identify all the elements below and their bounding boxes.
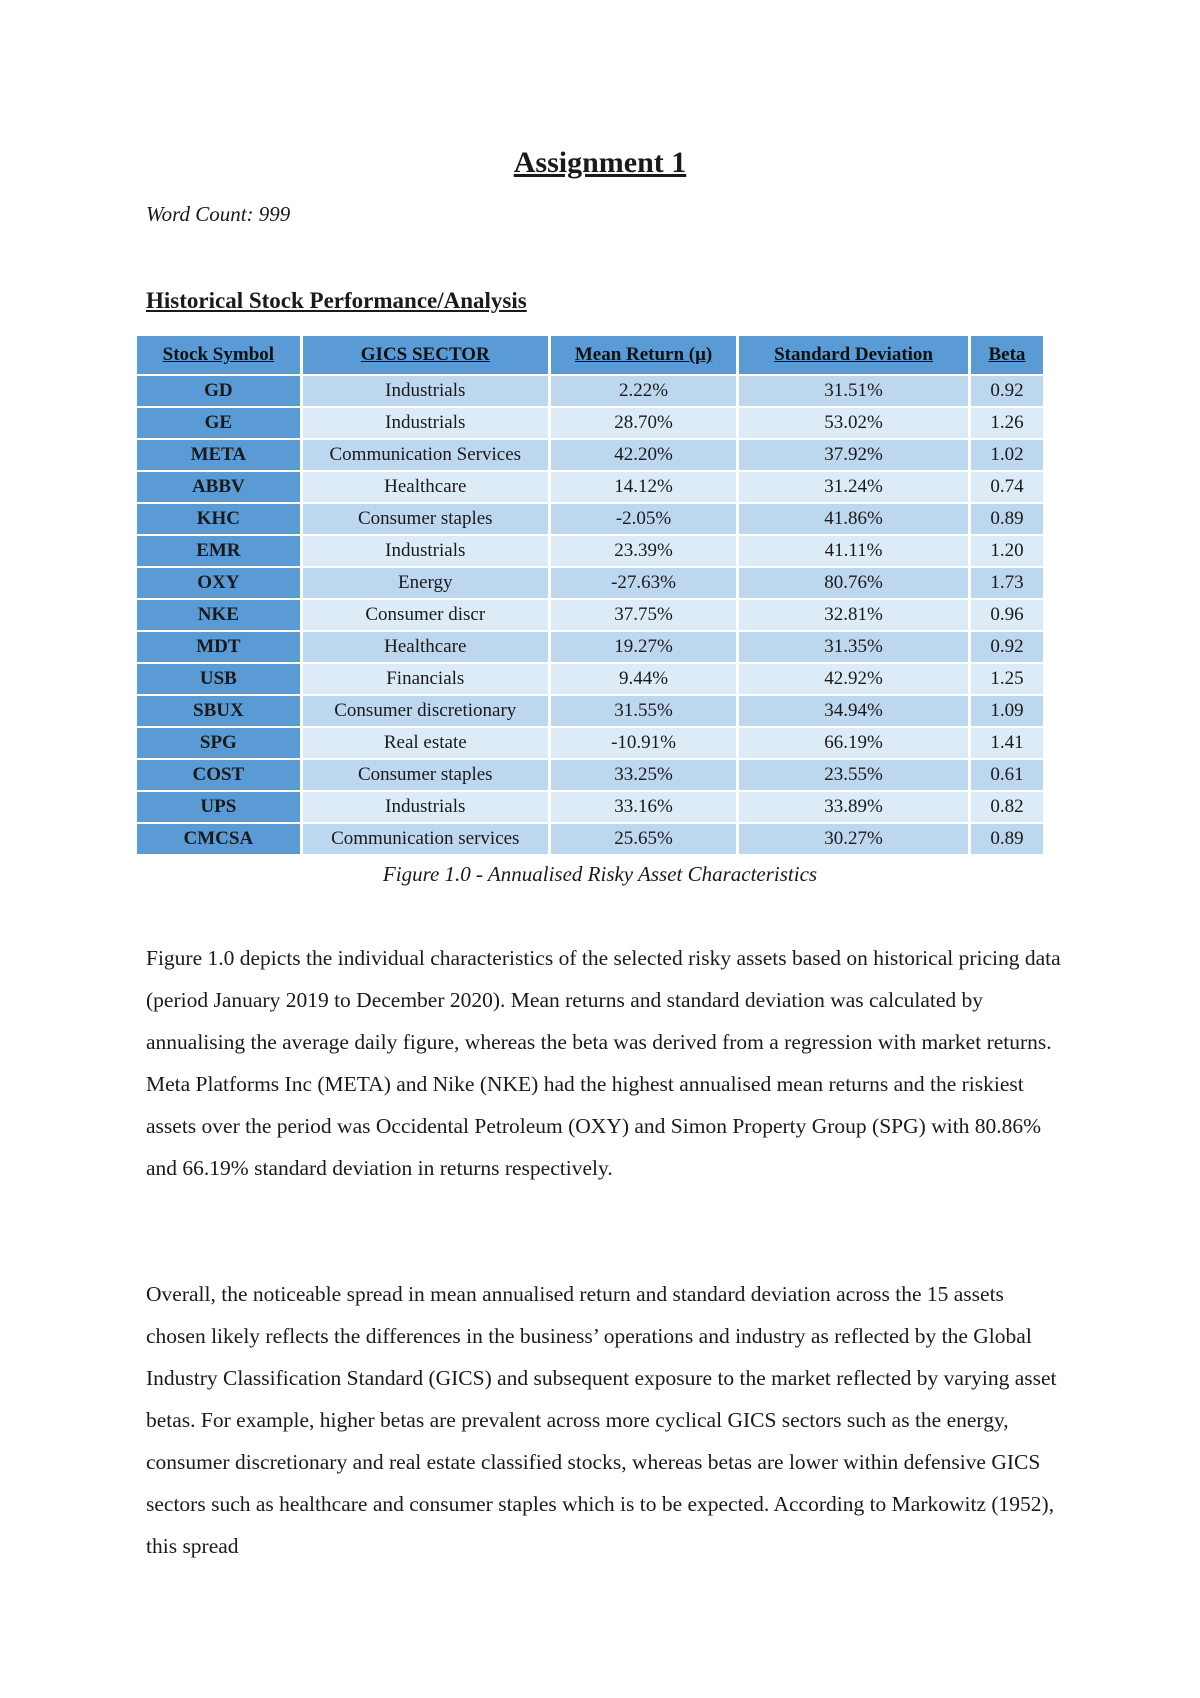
cell-mean-return: 14.12% [551, 472, 736, 502]
cell-mean-return: 9.44% [551, 664, 736, 694]
cell-beta: 0.92 [971, 376, 1043, 406]
table-row [137, 440, 1043, 470]
header-beta: Beta [971, 336, 1043, 374]
cell-mean-return: 33.25% [551, 760, 736, 790]
cell-mean-return: 2.22% [551, 376, 736, 406]
cell-standard-deviation: 41.11% [739, 536, 968, 566]
cell-mean-return: 33.16% [551, 792, 736, 822]
cell-standard-deviation: 32.81% [739, 600, 968, 630]
cell-sector: Real estate [303, 728, 548, 758]
cell-beta: 1.41 [971, 728, 1043, 758]
cell-sector: Industrials [303, 792, 548, 822]
table-header-row [137, 336, 1043, 374]
stock-performance-table [134, 334, 1046, 856]
section-heading: Historical Stock Performance/Analysis [146, 288, 527, 313]
cell-symbol: UPS [137, 792, 300, 822]
paragraph-1: Figure 1.0 depicts the individual characteristics of the selected risky assets based on historical pricing data (period January 2019 to December 2020). Mean returns and standard deviation was calculated by annualising the average daily figure, whereas the beta was derived from a regression with market returns. Meta Platforms Inc (META) and Nike (NKE) had the highest annualised mean returns and the riskiest assets over the period was Occidental Petroleum (OXY) and Simon Property Group (SPG) with 80.86% and 66.19% standard deviation in returns respectively. [146, 946, 1061, 1180]
table-body [137, 376, 1043, 854]
cell-standard-deviation: 31.51% [739, 376, 968, 406]
cell-beta: 0.89 [971, 824, 1043, 854]
cell-standard-deviation: 23.55% [739, 760, 968, 790]
header-stock-symbol: Stock Symbol [137, 336, 300, 374]
cell-standard-deviation: 41.86% [739, 504, 968, 534]
cell-symbol: SBUX [137, 696, 300, 726]
cell-standard-deviation: 66.19% [739, 728, 968, 758]
cell-sector: Consumer discr [303, 600, 548, 630]
cell-sector: Consumer staples [303, 504, 548, 534]
cell-beta: 1.20 [971, 536, 1043, 566]
cell-standard-deviation: 30.27% [739, 824, 968, 854]
cell-standard-deviation: 31.24% [739, 472, 968, 502]
cell-sector: Communication Services [303, 440, 548, 470]
cell-standard-deviation: 34.94% [739, 696, 968, 726]
cell-beta: 0.61 [971, 760, 1043, 790]
cell-mean-return: -10.91% [551, 728, 736, 758]
cell-symbol: COST [137, 760, 300, 790]
table-row [137, 728, 1043, 758]
cell-symbol: EMR [137, 536, 300, 566]
paragraph-2: Overall, the noticeable spread in mean annualised return and standard deviation across the 15 assets chosen likely reflects the differences in the business’ operations and industry as reflected by the Global Industry Classification Standard (GICS) and subsequent exposure to the market reflected by varying asset betas. For example, higher betas are prevalent across more cyclical GICS sectors such as the energy, consumer discretionary and real estate classified stocks, whereas betas are lower within defensive GICS sectors such as healthcare and consumer staples which is to be expected. According to Markowitz (1952), this spread [146, 1282, 1057, 1558]
table-row [137, 760, 1043, 790]
table-row [137, 504, 1043, 534]
cell-symbol: USB [137, 664, 300, 694]
header-mean-return: Mean Return (μ) [551, 336, 736, 374]
cell-sector: Financials [303, 664, 548, 694]
table-row [137, 536, 1043, 566]
cell-sector: Consumer discretionary [303, 696, 548, 726]
cell-beta: 0.92 [971, 632, 1043, 662]
cell-beta: 0.82 [971, 792, 1043, 822]
header-gics-sector: GICS SECTOR [303, 336, 548, 374]
cell-symbol: NKE [137, 600, 300, 630]
cell-sector: Energy [303, 568, 548, 598]
document-title: Assignment 1 [513, 146, 687, 179]
cell-sector: Consumer staples [303, 760, 548, 790]
cell-symbol: KHC [137, 504, 300, 534]
cell-sector: Communication services [303, 824, 548, 854]
header-standard-deviation: Standard Deviation [739, 336, 968, 374]
cell-mean-return: -27.63% [551, 568, 736, 598]
cell-standard-deviation: 33.89% [739, 792, 968, 822]
cell-sector: Healthcare [303, 632, 548, 662]
cell-symbol: GD [137, 376, 300, 406]
cell-symbol: SPG [137, 728, 300, 758]
cell-mean-return: 23.39% [551, 536, 736, 566]
cell-beta: 0.74 [971, 472, 1043, 502]
cell-mean-return: 19.27% [551, 632, 736, 662]
cell-symbol: OXY [137, 568, 300, 598]
cell-beta: 1.26 [971, 408, 1043, 438]
cell-beta: 1.02 [971, 440, 1043, 470]
table-row [137, 600, 1043, 630]
table-row [137, 696, 1043, 726]
cell-mean-return: 25.65% [551, 824, 736, 854]
table-row [137, 664, 1043, 694]
cell-mean-return: 42.20% [551, 440, 736, 470]
figure-caption: Figure 1.0 - Annualised Risky Asset Characteristics [382, 862, 818, 886]
cell-standard-deviation: 37.92% [739, 440, 968, 470]
cell-symbol: ABBV [137, 472, 300, 502]
cell-sector: Healthcare [303, 472, 548, 502]
cell-symbol: META [137, 440, 300, 470]
cell-beta: 1.09 [971, 696, 1043, 726]
cell-mean-return: 31.55% [551, 696, 736, 726]
cell-mean-return: 28.70% [551, 408, 736, 438]
cell-beta: 0.89 [971, 504, 1043, 534]
cell-standard-deviation: 31.35% [739, 632, 968, 662]
table-row [137, 792, 1043, 822]
cell-beta: 1.25 [971, 664, 1043, 694]
table-row [137, 408, 1043, 438]
cell-beta: 0.96 [971, 600, 1043, 630]
cell-standard-deviation: 42.92% [739, 664, 968, 694]
table-row [137, 376, 1043, 406]
cell-mean-return: 37.75% [551, 600, 736, 630]
cell-symbol: MDT [137, 632, 300, 662]
word-count: Word Count: 999 [146, 202, 291, 226]
cell-sector: Industrials [303, 376, 548, 406]
table-row [137, 472, 1043, 502]
table-row [137, 632, 1043, 662]
cell-sector: Industrials [303, 408, 548, 438]
table-row [137, 824, 1043, 854]
cell-sector: Industrials [303, 536, 548, 566]
cell-symbol: GE [137, 408, 300, 438]
cell-standard-deviation: 80.76% [739, 568, 968, 598]
table-row [137, 568, 1043, 598]
cell-beta: 1.73 [971, 568, 1043, 598]
cell-symbol: CMCSA [137, 824, 300, 854]
cell-mean-return: -2.05% [551, 504, 736, 534]
cell-standard-deviation: 53.02% [739, 408, 968, 438]
